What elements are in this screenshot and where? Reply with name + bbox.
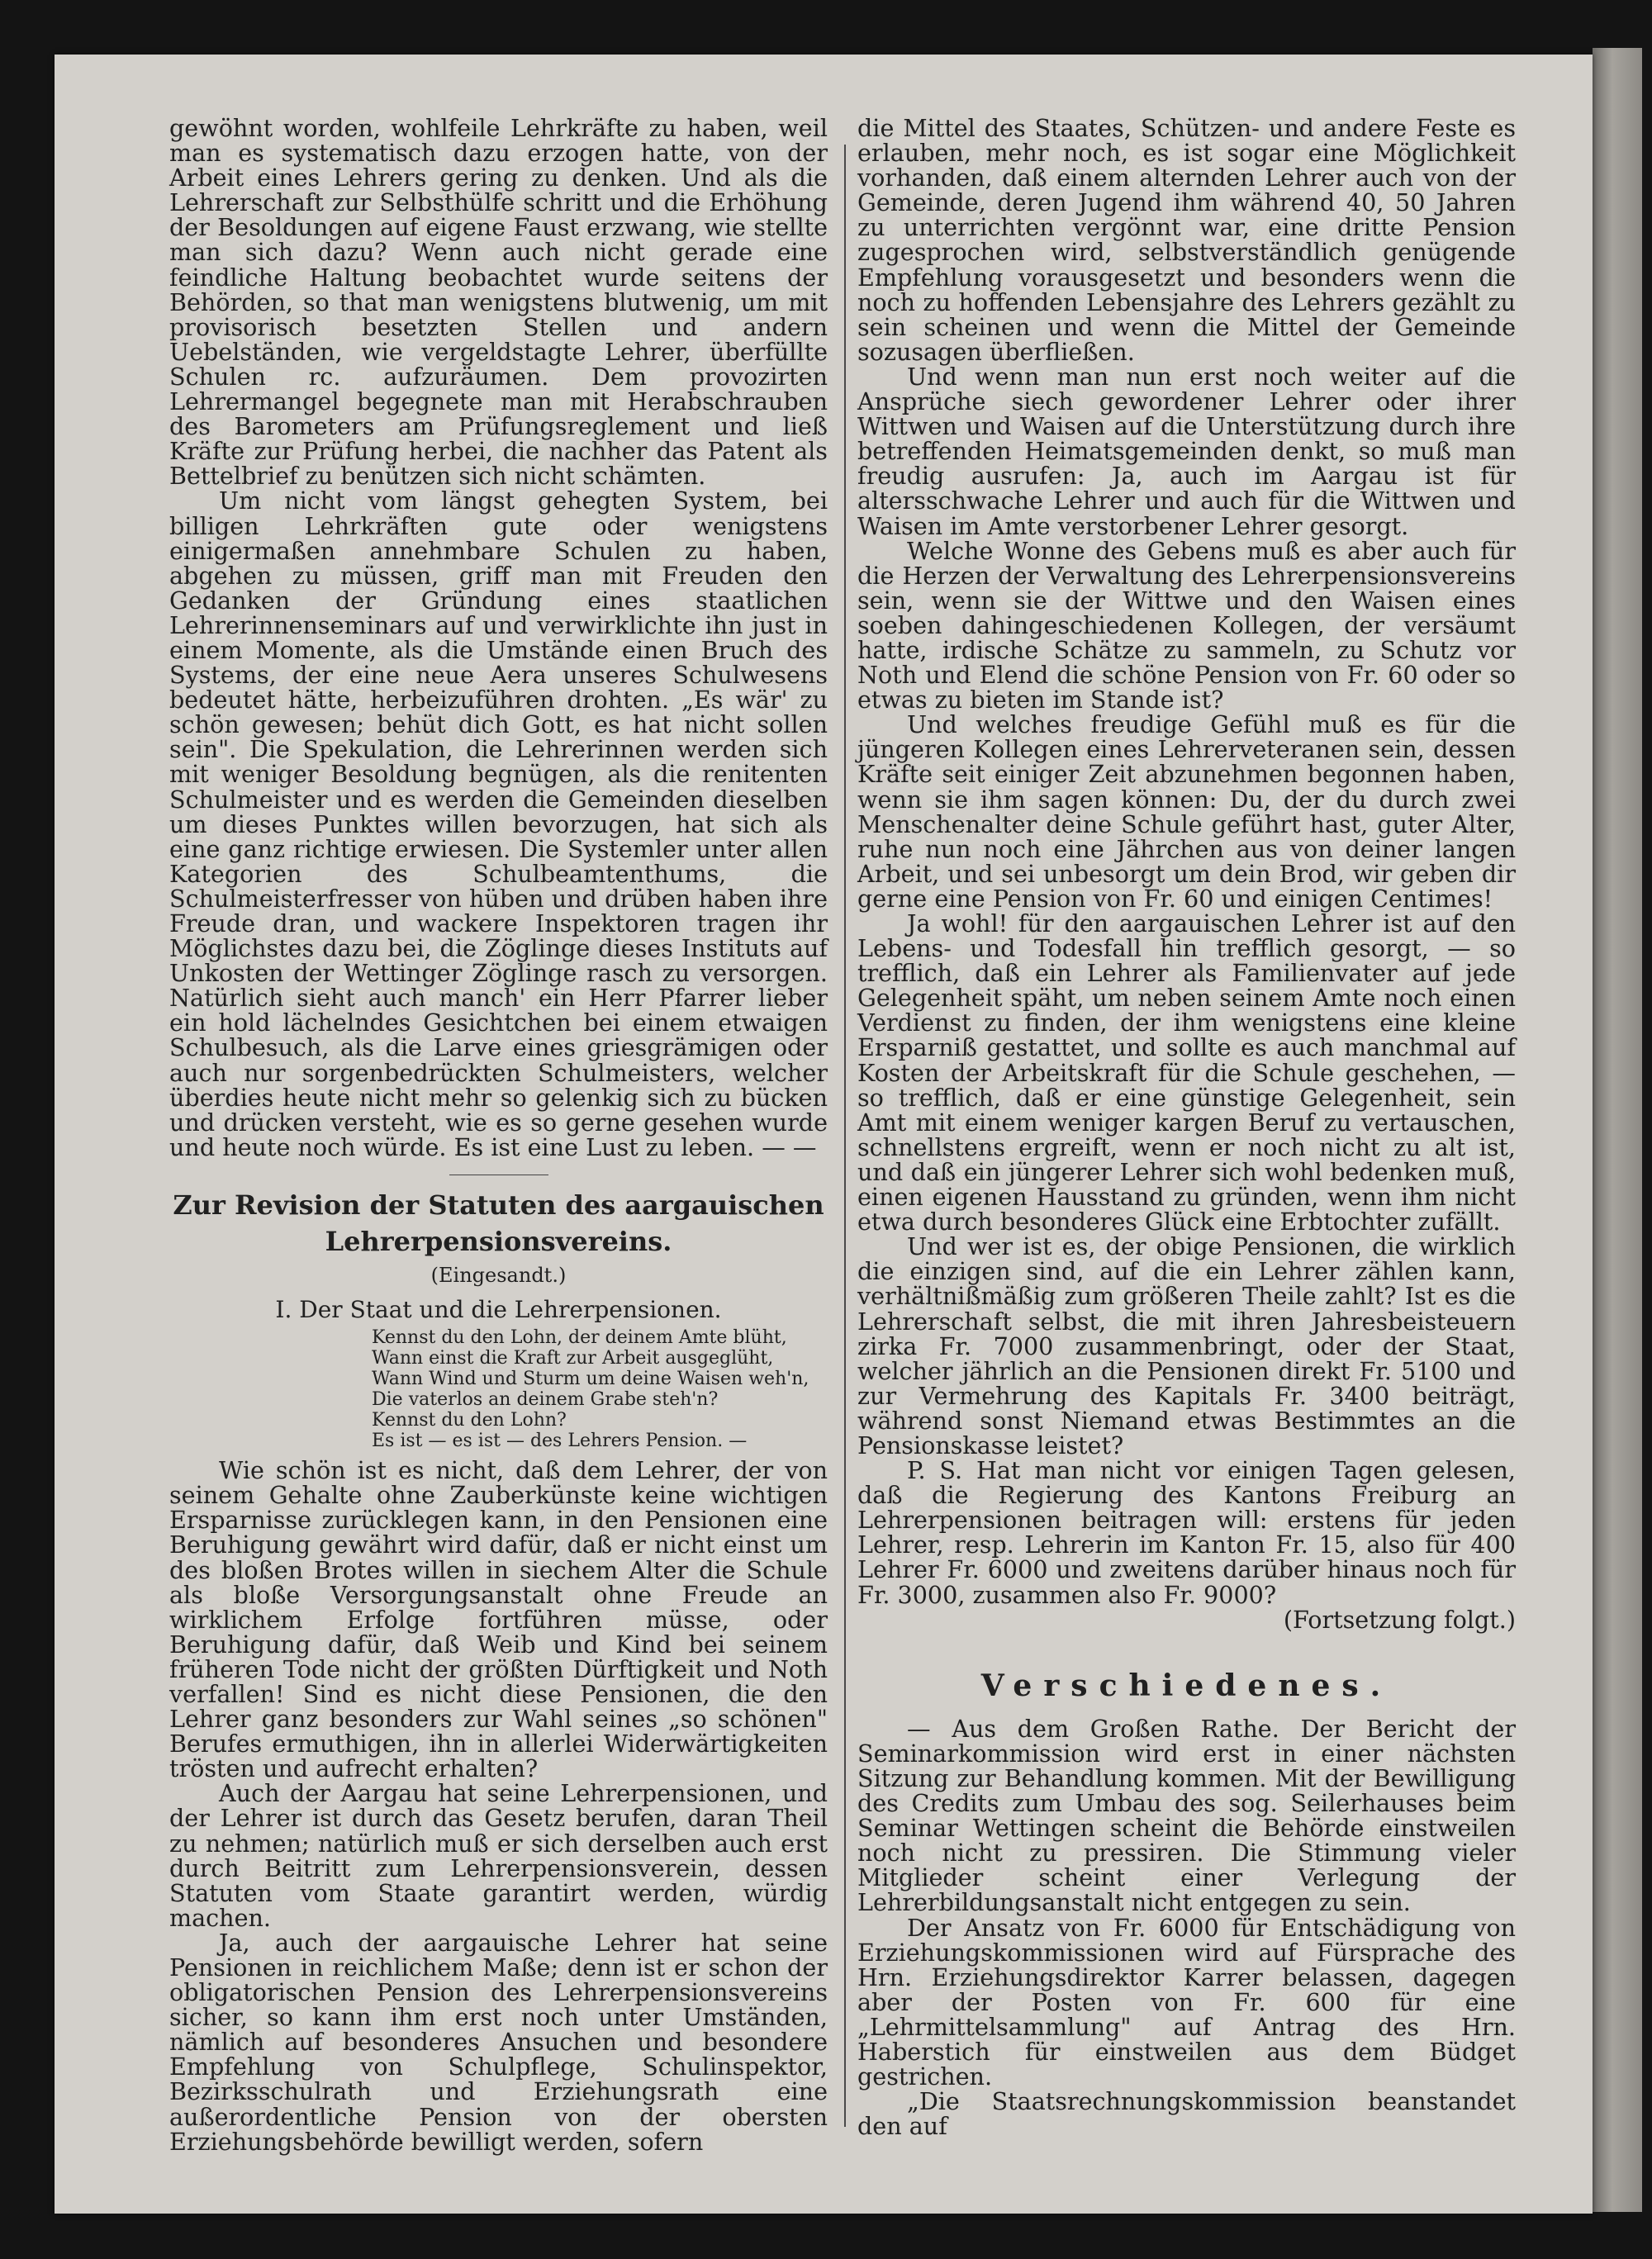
left-paragraph-5: Ja, auch der aargauische Lehrer hat seine Pensionen in reichlichem Maße; denn ist er schon der obligatorischen Pension des Lehrerpensionsvereins sicher, so kann ihm erst noch unter Umständen, nämlich auf besonderes Ansuchen und besondere Empfehlung von Schulpflege, Schulinspektor, Bezirksschulrath und Erziehungsrath eine außerordentliche Pension von der obersten Erziehungsbehörde bewilligt werden, sofern xyxy=(169,1928,828,2156)
poem-line: Wann einst die Kraft zur Arbeit ausgeglüht, xyxy=(372,1348,774,1369)
poem-line: Die vaterlos an deinem Grabe steh'n? xyxy=(372,1389,719,1411)
right-paragraph-ps: P. S. Hat man nicht vor einigen Tagen gelesen, daß die Regierung des Kantons Freiburg an Lehrerpensionen beitragen will: erstens für jeden Lehrer, resp. Lehrerin im Kanton Fr. 15, also für 400 Lehrer Fr. 6000 und zweitens darüber hinaus noch für Fr. 3000, zusammen also Fr. 9000? xyxy=(857,1456,1516,1609)
poem-line: Es ist — es ist — des Lehrers Pension. — xyxy=(372,1431,748,1452)
left-paragraph-1: gewöhnt worden, wohlfeile Lehrkräfte zu haben, weil man es systematisch dazu erzogen hatte, von der Arbeit eines Lehrers gering zu denken. Und als die Lehrerschaft zur Selbsthülfe schritt und die Erhöhung der Besoldungen auf eigene Faust erzwang, wie stellte man sich dazu? Wenn auch nicht gerade eine feindliche Haltung beobachtet wurde seitens der Behörden, so that man wenigstens blutwenig, um mit provisorisch besetzten Stellen und andern Uebelständen, wie vergeldstagte Lehrer, überfüllte Schulen rc. aufzuräumen. Dem provozirten Lehrermangel begegnete man mit Herabschrauben des Barometers am Prüfungsreglement und ließ Kräfte zur Prüfung herbei, die nachher das Patent als Bettelbrief zu benützen sich nicht schämten. xyxy=(169,114,828,491)
poem-verse xyxy=(372,1327,828,1451)
right-paragraph-8: Der Ansatz von Fr. 6000 für Entschädigung von Erziehungskommissionen wird auf Fürsprache des Hrn. Erziehungsdirektor Karrer belassen, dagegen aber der Posten von Fr. 600 für eine „Lehrmittelsammlung" auf Antrag des Hrn. Haberstich für einstweilen aus dem Büdget gestrichen. xyxy=(857,1913,1516,2091)
section-heading-verschiedenes: Verschiedenes. xyxy=(980,1668,1393,1703)
left-paragraph-2: Um nicht vom längst gehegten System, bei billigen Lehrkräften gute oder wenigstens einigermaßen annehmbare Schulen zu haben, abgehen zu müssen, griff man mit Freuden den Gedanken der Gründung eines staatlichen Lehrerinnenseminars auf und verwirklichte ihn just in einem Momente, als die Umstände einen Bruch des Systems, der eine neue Aera unseres Schulwesens bedeutet hätte, herbeizuführen drohten. „Es wär' zu schön gewesen; behüt dich Gott, es hat nicht sollen sein". Die Spekulation, die Lehrerinnen werden sich mit weniger Besoldung begnügen, als die renitenten Schulmeister und es werden die Gemeinden dieselben um dieses Punktes willen bevorzugen, hat sich als eine ganz richtige erwiesen. Die Systemler unter allen Kategorien des Schulbeamtenthums, die Schulmeisterfresser von hüben und drüben haben ihre Freude dran, und wackere Inspektoren tragen ihr Möglichstes dazu bei, die Zöglinge dieses Instituts auf Unkosten der Wettinger Zöglinge rasch zu versorgen. Natürlich sieht auch manch' ein Herr Pfarrer lieber ein hold lächelndes Gesichtchen bei einem etwaigen Schulbesuch, als die Larve eines griesgrämigen oder auch nur sorgenbedrückten Schulmeisters, welcher überdies heute nicht mehr so gelenkig sich zu bücken und drücken versteht, wie es so gerne gesehen wurde und heute noch würde. Es ist eine Lust zu leben. — — xyxy=(169,486,828,1161)
article-byline: (Eingesandt.) xyxy=(430,1263,567,1287)
column-rule xyxy=(844,145,846,2127)
left-paragraph-3: Wie schön ist es nicht, daß dem Lehrer, der von seinem Gehalte ohne Zauberkünste keine wichtigen Ersparnisse zurücklegen kann, in den Pensionen eine Beruhigung gewährt wird dafür, daß er nicht einst um des bloßen Brotes willen in siechem Alter die Schule als bloße Versorgungsanstalt ohne Freude an wirklichem Erfolge fortführen müsse, oder Beruhigung dafür, daß Weib und Kind bei seinem früheren Tode nicht der größten Dürftigkeit und Noth verfallen! Sind es nicht diese Pensionen, die den Lehrer ganz besonders zur Wahl seines „so schönen" Berufes ermuthigen, ihn in allerlei Widerwärtigkeiten trösten und aufrecht erhalten? xyxy=(169,1456,828,1783)
right-paragraph-4: Und welches freudige Gefühl muß es für die jüngeren Kollegen eines Lehrerveteranen sein, dessen Kräfte seit einiger Zeit abzunehmen begonnen haben, wenn sie ihm sagen können: Du, der du durch zwei Menschenalter deine Schule geführt hast, guter Alter, ruhe nun noch eine Jährchen aus von deiner langen Arbeit, und sei unbesorgt um dein Brod, wir geben dir gerne eine Pension von Fr. 60 und einigen Centimes! xyxy=(857,710,1516,913)
right-paragraph-6: Und wer ist es, der obige Pensionen, die wirklich die einzigen sind, auf die ein Lehrer zählen kann, verhältnißmäßig zum größeren Theile zahlt? Ist es die Lehrerschaft selbst, die mit ihren Jahresbeisteuern zirka Fr. 7000 zusammenbringt, oder der Staat, welcher jährlich an die Pensionen direkt Fr. 5100 und zur Vermehrung des Kapitals Fr. 3400 beiträgt, während sonst Niemand etwas Bestimmtes an die Pensionskasse leistet? xyxy=(857,1232,1516,1459)
right-paragraph-2: Und wenn man nun erst noch weiter auf die Ansprüche siech gewordener Lehrer oder ihrer Wittwen und Waisen auf die Unterstützung durch ihre betreffenden Heimatsgemeinden denkt, so muß man freudig ausrufen: Ja, auch im Aargau ist für altersschwache Lehrer und auch für die Wittwen und Waisen im Amte verstorbener Lehrer gesorgt. xyxy=(857,362,1516,540)
poem-line: Kennst du den Lohn, der deinem Amte blüht, xyxy=(372,1327,787,1349)
poem-line: Wann Wind und Sturm um deine Waisen weh'n, xyxy=(372,1369,809,1390)
right-paragraph-9: „Die Staatsrechnungskommission beanstandet den auf xyxy=(857,2087,1516,2141)
continuation-note: (Fortsetzung folgt.) xyxy=(1283,1605,1516,1634)
right-paragraph-5: Ja wohl! für den aargauischen Lehrer ist auf den Lebens- und Todesfall hin trefflich gesorgt, — so trefflich, daß ein Lehrer als Familienvater auf jede Gelegenheit späht, um neben seinem Amte noch einen Verdienst zu finden, der ihm wenigstens eine kleine Ersparniß gestattet, und sollte es auch manchmal auf Kosten der Arbeitskraft für die Schule geschehen, — so trefflich, daß er eine günstige Gelegenheit, sein Amt mit einem weniger kargen Beruf zu vertauschen, schnellstens ergreift, wenn er noch nicht zu alt ist, und daß ein jüngerer Lehrer sich wohl bedenken muß, einen eigenen Hausstand zu gründen, wenn ihm nicht etwa durch besonderes Glück eine Erbtochter zufällt. xyxy=(857,909,1516,1236)
article-subheading: I. Der Staat und die Lehrerpensionen. xyxy=(275,1296,722,1324)
right-column xyxy=(857,114,1516,2141)
left-column xyxy=(169,116,828,2154)
right-paragraph-3: Welche Wonne des Gebens muß es aber auch für die Herzen der Verwaltung des Lehrerpensionsvereins sein, wenn sie der Wittwe und den Waisen eines soeben dahingeschiedenen Kollegen, der versäumt hatte, irdische Schätze zu sammeln, zu Schutz vor Noth und Elend die schöne Pension von Fr. 60 oder so etwas zu bieten im Stande ist? xyxy=(857,536,1516,714)
article-heading: Zur Revision der Statuten des aargauischen Lehrerpensionsvereins. xyxy=(173,1189,824,1257)
right-paragraph-1: die Mittel des Staates, Schützen- und andere Feste es erlauben, mehr noch, es ist sogar eine Möglichkeit vorhanden, daß einem alternden Lehrer auch von der Gemeinde, deren Jugend ihm während 40, 50 Jahren zu unterrichten vergönnt war, eine dritte Pension zugesprochen wird, selbstverständlich genügende Empfehlung vorausgesetzt und besonders wenn die noch zu hoffenden Lebensjahre des Lehrers gezählt zu sein scheinen und wenn die Mittel der Gemeinde sozusagen überfließen. xyxy=(857,114,1516,366)
right-paragraph-7: — Aus dem Großen Rathe. Der Bericht der Seminarkommission wird erst in einer nächsten Sitzung zur Behandlung kommen. Mit der Bewilligung des Credits zum Umbau des sog. Seilerhauses beim Seminar Wettingen scheint die Behörde einstweilen noch nicht zu pressiren. Die Stimmung vieler Mitglieder scheint einer Verlegung der Lehrerbildungsanstalt nicht entgegen zu sein. xyxy=(857,1714,1516,1917)
poem-line: Kennst du den Lohn? xyxy=(372,1410,567,1431)
next-page-edge xyxy=(1593,48,1642,2212)
left-paragraph-4: Auch der Aargau hat seine Lehrerpensionen, und der Lehrer ist durch das Gesetz berufen, daran Theil zu nehmen; natürlich muß er sich derselben auch erst durch Beitritt zum Lehrerpensionsverein, dessen Statuten vom Staate garantirt werden, würdig machen. xyxy=(169,1779,828,1932)
